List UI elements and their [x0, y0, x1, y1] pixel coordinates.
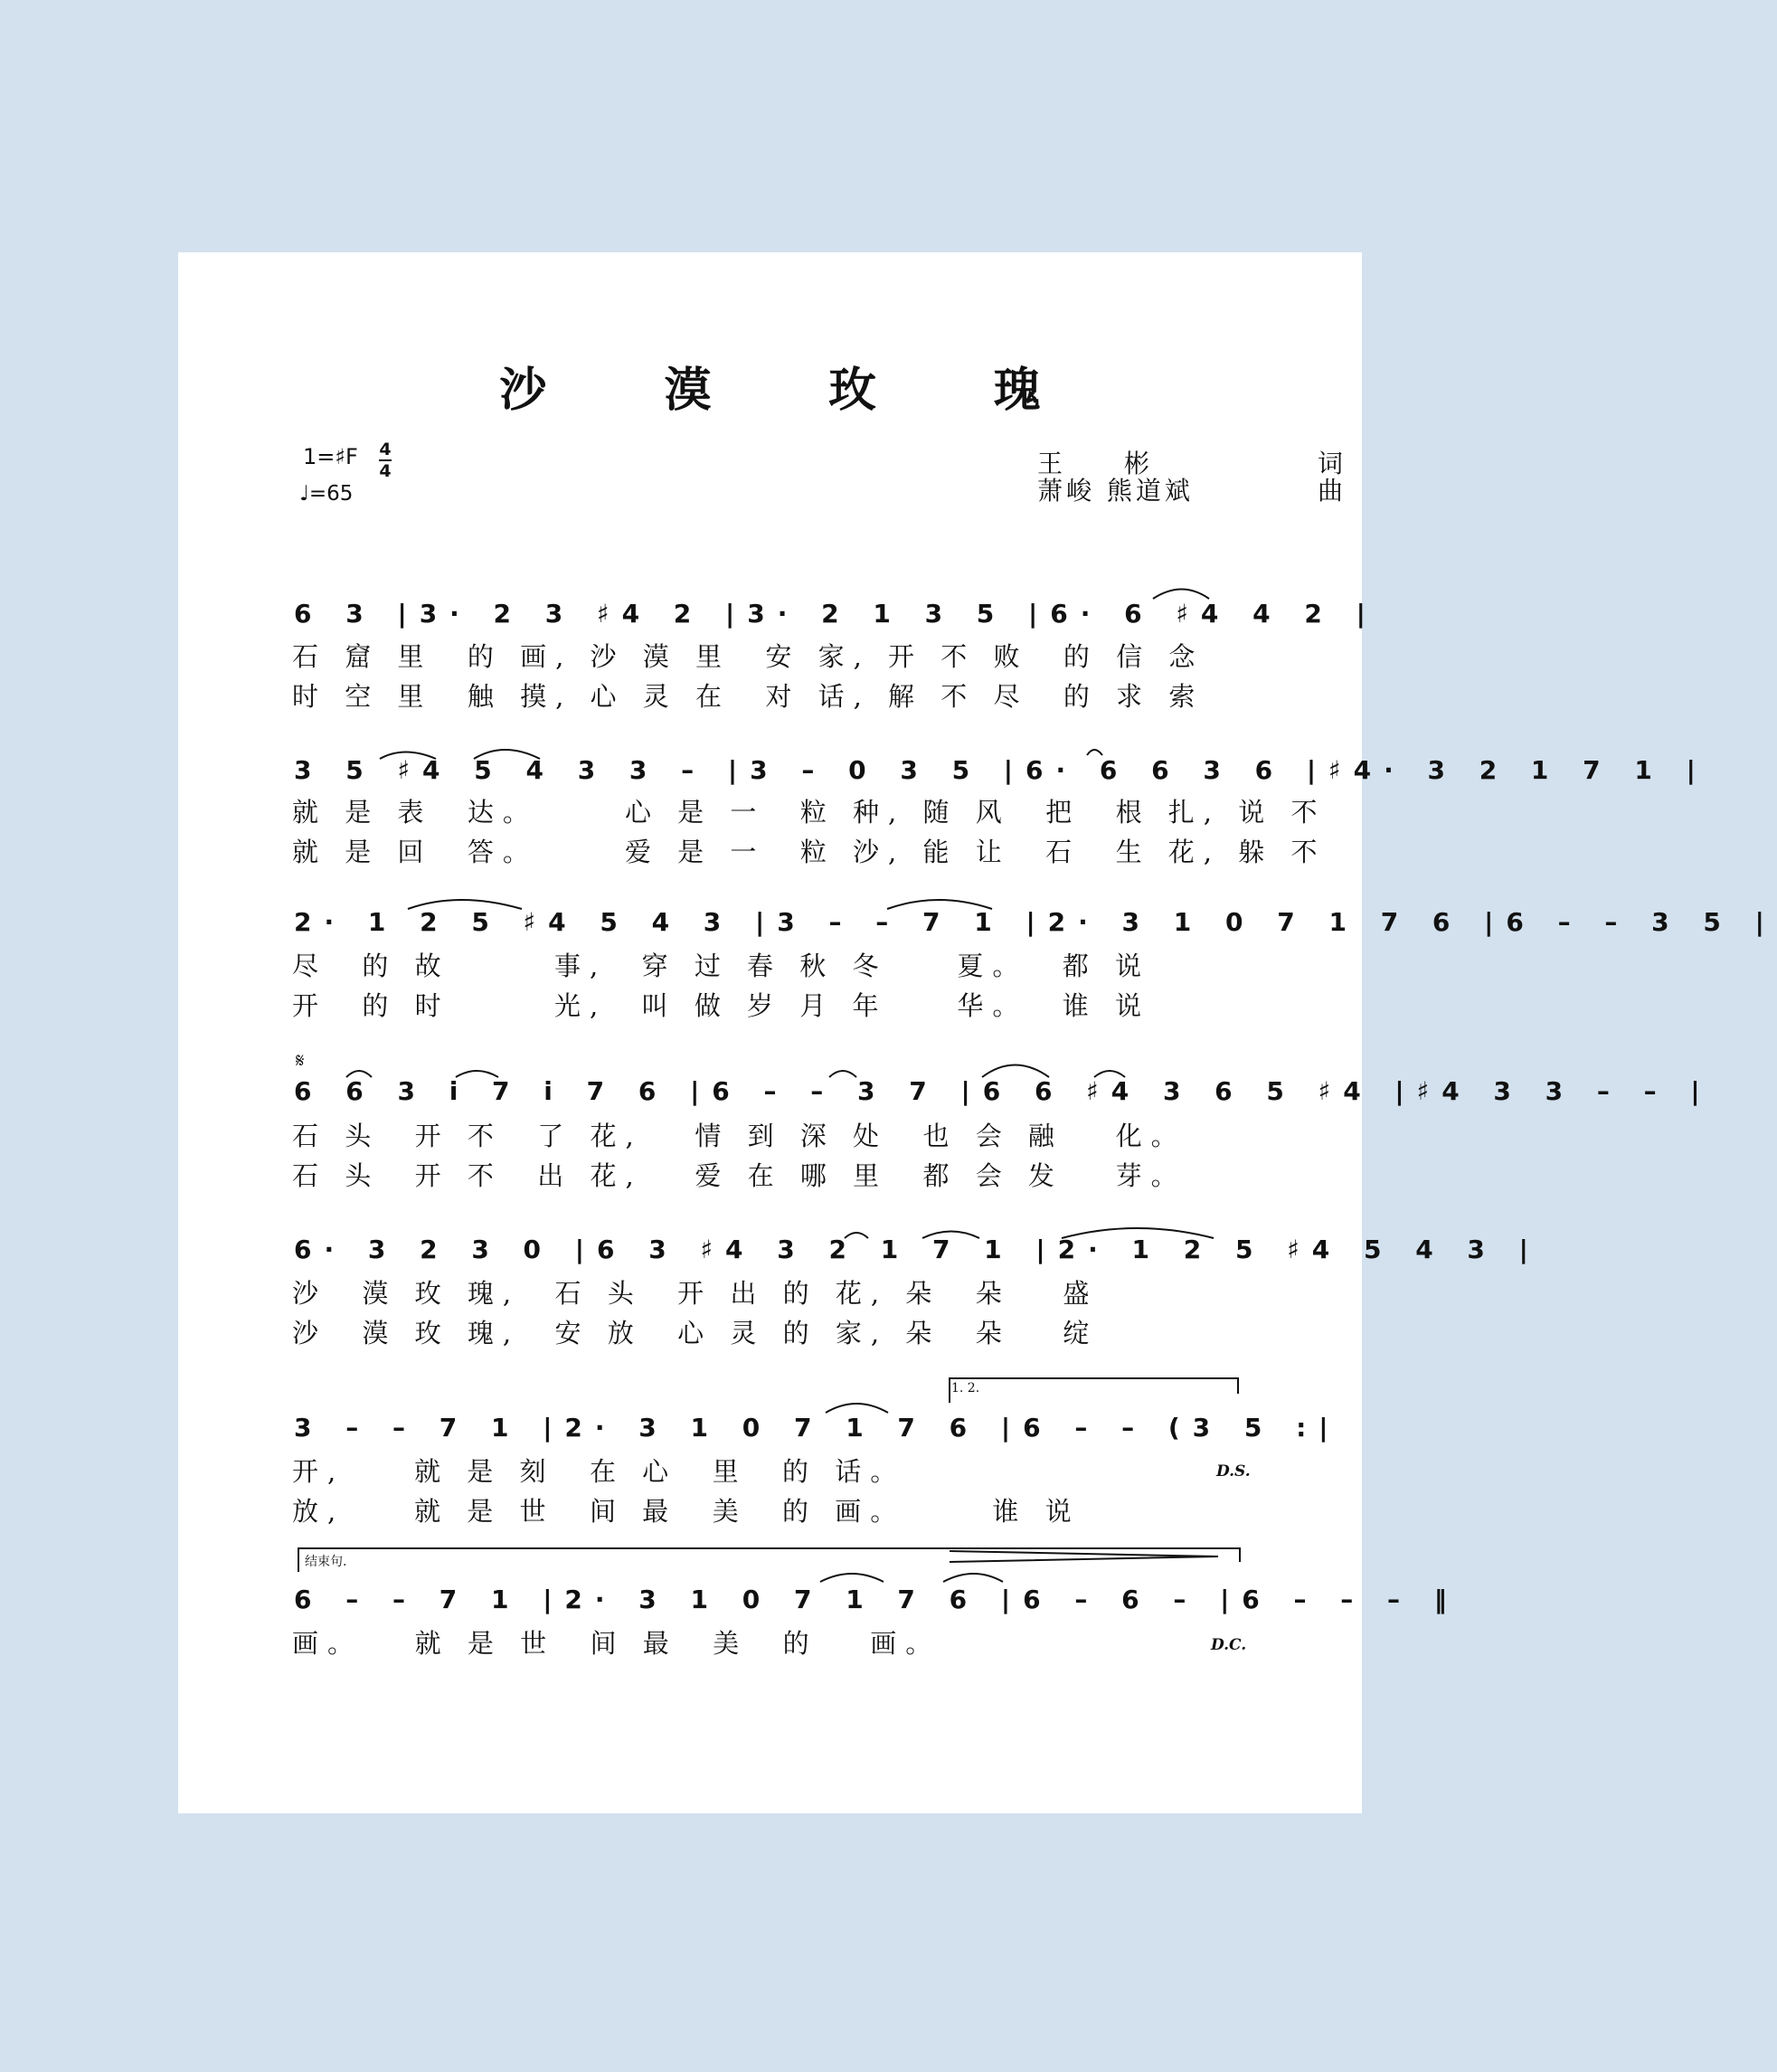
dal-segno-mark: D.S. [1216, 1462, 1251, 1481]
lyric-line-1b: 时 空 里 触 摸, 心 灵 在 对 话, 解 不 尽 的 求 索 [292, 681, 1205, 712]
notation-line-3: 2· 1 2 5 ♯4 5 4 3 |3 – – 7 1 |2· 3 1 0 7 1 7 6 |6 – – 3 5 | [294, 907, 1777, 937]
lyricist-name: 王 彬 [1037, 449, 1154, 478]
notation-line-1: 6 3 |3· 2 3 ♯4 2 |3· 2 1 3 5 |6· 6 ♯4 4 2 | [294, 599, 1378, 629]
composer-role: 曲 [1318, 476, 1344, 506]
lyric-line-3b: 开 的 时 光, 叫 做 岁 月 年 华。 谁 说 [292, 990, 1151, 1021]
time-signature [379, 440, 392, 480]
notation-line-4: 6 6 3 i 7 i 7 6 |6 – – 3 7 |6 6 ♯4 3 6 5 ♯4 |♯4 3 3 – – | [294, 1076, 1713, 1106]
lyric-line-3a: 尽 的 故 事, 穿 过 春 秋 冬 夏。 都 说 [292, 951, 1151, 981]
time-signature-bottom: 4 [379, 461, 392, 481]
lyric-line-5a: 沙 漠 玫 瑰, 石 头 开 出 的 花, 朵 朵 盛 [292, 1278, 1099, 1309]
lyric-line-4b: 石 头 开 不 出 花, 爱 在 哪 里 都 会 发 芽。 [292, 1160, 1186, 1191]
volta-label: 1. 2. [951, 1381, 980, 1396]
lyric-line-2b: 就 是 回 答。 爱 是 一 粒 沙, 能 让 石 生 花, 躲 不 [292, 837, 1327, 867]
lyric-line-4a: 石 头 开 不 了 花, 情 到 深 处 也 会 融 化。 [292, 1121, 1186, 1151]
composer-credit [1037, 471, 1417, 507]
composer-name: 萧峻 熊道斌 [1037, 476, 1194, 506]
key-signature [303, 444, 358, 469]
notation-line-5: 6· 3 2 3 0 |6 3 ♯4 3 2 1 7 1 |2· 1 2 5 ♯4 5 4 3 | [294, 1235, 1541, 1264]
lyric-line-1a: 石 窟 里 的 画, 沙 漠 里 安 家, 开 不 败 的 信 念 [292, 641, 1205, 672]
lyric-line-2a: 就 是 表 达。 心 是 一 粒 种, 随 风 把 根 扎, 说 不 [292, 797, 1327, 828]
tempo-marking: ♩=65 [299, 482, 354, 506]
notation-line-6: 3 – – 7 1 |2· 3 1 0 7 1 7 6 |6 – – (3 5 :| [294, 1413, 1341, 1443]
lyric-line-6a: 开, 就 是 刻 在 心 里 的 话。 [292, 1456, 906, 1487]
lyric-line-5b: 沙 漠 玫 瑰, 安 放 心 灵 的 家, 朵 朵 绽 [292, 1318, 1099, 1348]
notation-line-7: 6 – – 7 1 |2· 3 1 0 7 1 7 6 |6 – 6 – |6 – – – ‖ [294, 1585, 1460, 1614]
song-title: 沙 漠 玫 瑰 [499, 363, 1092, 418]
lyricist-role: 词 [1318, 449, 1344, 478]
ending-label: 结束句. [305, 1555, 347, 1569]
key-label: 1=♯F [303, 444, 358, 469]
lyric-line-6b: 放, 就 是 世 间 最 美 的 画。 谁 说 [292, 1496, 1081, 1527]
lyric-line-7a: 画。 就 是 世 间 最 美 的 画。 [292, 1628, 941, 1659]
segno-sign: 𝄋 [296, 1050, 305, 1073]
notation-line-2: 3 5 ♯4 5 4 3 3 – |3 – 0 3 5 |6· 6 6 3 6 |♯4· 3 2 1 7 1 | [294, 755, 1708, 785]
sheet-music-page [178, 252, 1777, 1813]
time-signature-top: 4 [379, 440, 392, 459]
da-capo-mark: D.C. [1211, 1636, 1247, 1654]
